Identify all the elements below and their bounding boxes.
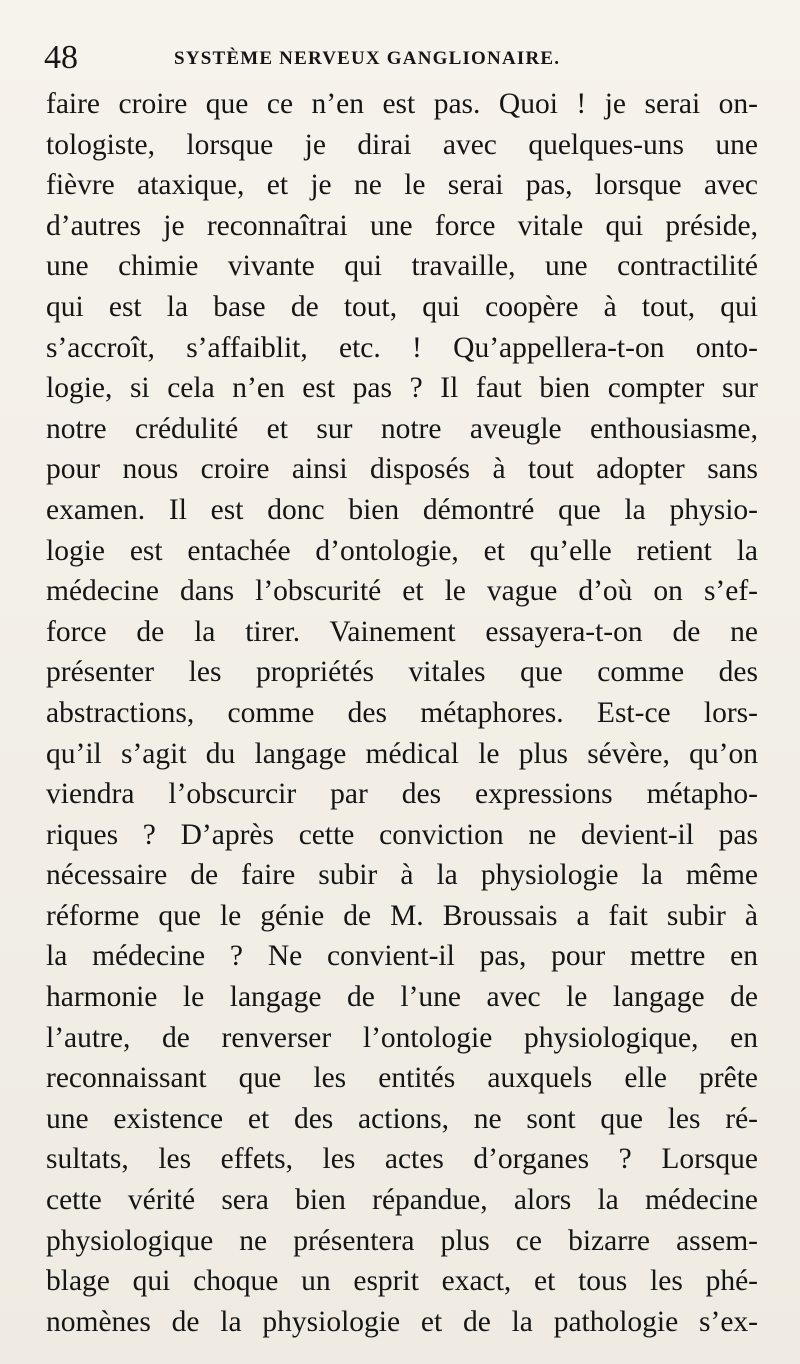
text-line: médecine dans l’obscurité et le vague d’où on s’ef- [46, 575, 758, 608]
text-line: nomènes de la physiologie et de la pathologie s’ex- [46, 1305, 758, 1338]
text-line: fièvre ataxique, et je ne le serai pas, lorsque avec [46, 169, 758, 202]
text-line: harmonie le langage de l’une avec le langage de [46, 981, 758, 1014]
text-line: notre crédulité et sur notre aveugle enthousiasme, [46, 412, 758, 445]
text-line: présenter les propriétés vitales que comme des [46, 656, 758, 689]
text-line: la médecine ? Ne convient-il pas, pour mettre en [46, 940, 758, 973]
page-header [44, 38, 756, 78]
text-line: examen. Il est donc bien démontré que la physio- [46, 493, 758, 526]
text-line: qu’il s’agit du langage médical le plus sévère, qu’on [46, 737, 758, 770]
running-title: SYSTÈME NERVEUX GANGLIONAIRE. [174, 48, 561, 69]
text-line: réforme que le génie de M. Broussais a fait subir à [46, 899, 758, 932]
text-line: une existence et des actions, ne sont que les ré- [46, 1102, 758, 1135]
body-text [46, 84, 758, 1342]
text-line: l’autre, de renverser l’ontologie physiologique, en [46, 1021, 758, 1054]
text-line: force de la tirer. Vainement essayera-t-on de ne [46, 615, 758, 648]
page-number: 48 [44, 39, 78, 76]
text-line: une chimie vivante qui travaille, une contractilité [46, 250, 758, 283]
text-line: d’autres je reconnaîtrai une force vitale qui préside, [46, 209, 758, 242]
text-line: cette vérité sera bien répandue, alors la médecine [46, 1184, 758, 1217]
text-line: physiologique ne présentera plus ce bizarre assem- [46, 1224, 758, 1257]
text-line: reconnaissant que les entités auxquels elle prête [46, 1062, 758, 1095]
text-line: riques ? D’après cette conviction ne devient-il pas [46, 818, 758, 851]
text-line: pour nous croire ainsi disposés à tout adopter sans [46, 453, 758, 486]
text-line: nécessaire de faire subir à la physiologie la même [46, 859, 758, 892]
text-line: qui est la base de tout, qui coopère à tout, qui [46, 290, 758, 323]
text-line: faire croire que ce n’en est pas. Quoi ! je serai on- [46, 88, 758, 120]
text-line: tologiste, lorsque je dirai avec quelques-uns une [46, 128, 758, 161]
text-line: logie est entachée d’ontologie, et qu’elle retient la [46, 534, 758, 567]
text-line: s’accroît, s’affaiblit, etc. ! Qu’appellera-t-on onto- [46, 331, 758, 364]
text-line: blage qui choque un esprit exact, et tous les phé- [46, 1265, 758, 1298]
text-line: sultats, les effets, les actes d’organes ? Lorsque [46, 1143, 758, 1176]
text-line: logie, si cela n’en est pas ? Il faut bien compter sur [46, 372, 758, 405]
text-line: abstractions, comme des métaphores. Est-ce lors- [46, 696, 758, 729]
text-line: viendra l’obscurcir par des expressions métapho- [46, 778, 758, 811]
